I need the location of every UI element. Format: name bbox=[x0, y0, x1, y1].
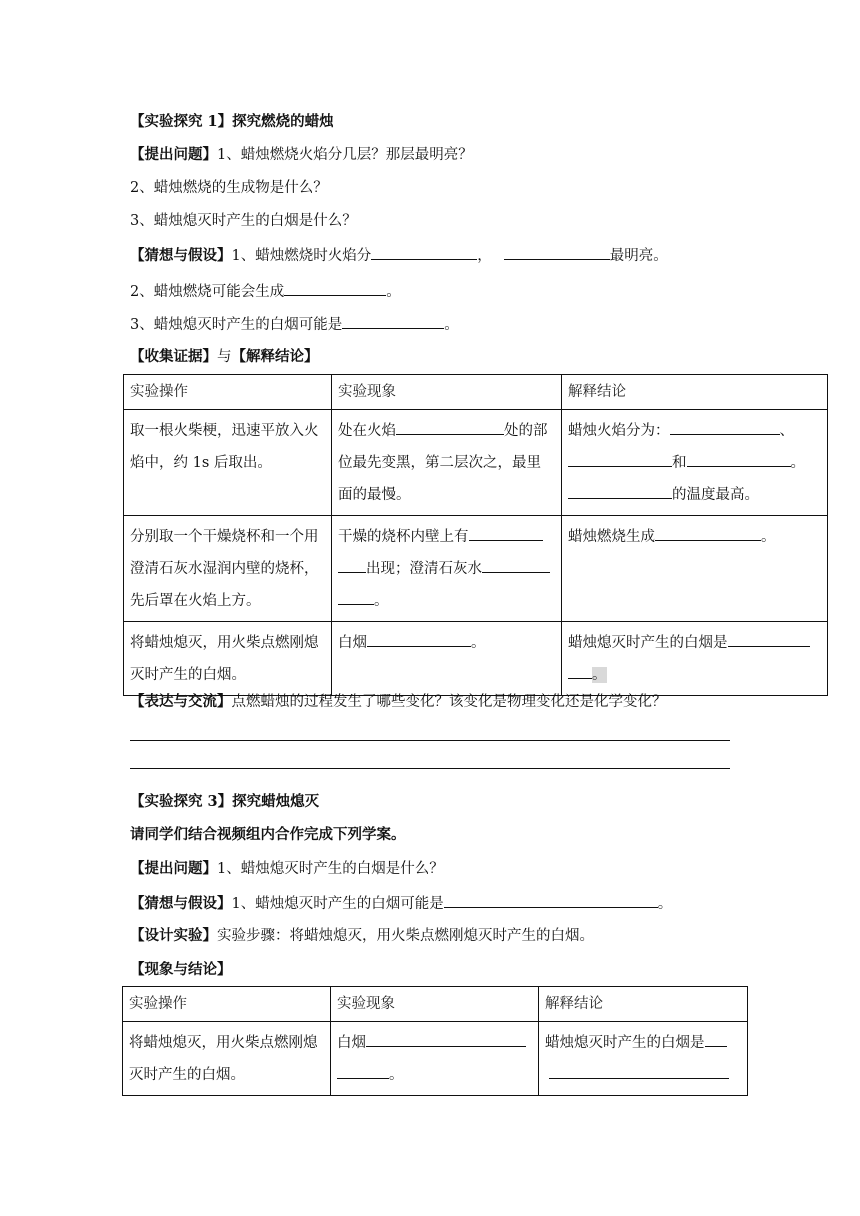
blank-flame-outer[interactable] bbox=[670, 420, 780, 435]
blank-smoke-identity-b[interactable] bbox=[568, 664, 592, 679]
row2-phenomenon bbox=[332, 516, 562, 622]
row3-cc-text-a: 蜡烛熄灭时产生的白烟是 bbox=[568, 635, 728, 651]
header-operation: 实验操作 bbox=[124, 375, 332, 410]
blank-white-smoke[interactable] bbox=[342, 314, 444, 329]
blank-s3-phenomenon-b[interactable] bbox=[337, 1064, 389, 1079]
row3-phenomenon bbox=[332, 622, 562, 696]
section1-guess-1 bbox=[130, 245, 668, 266]
blank-flame-middle-b[interactable] bbox=[598, 452, 672, 467]
guess-3-end: 。 bbox=[444, 317, 459, 333]
table-header-row bbox=[123, 987, 748, 1022]
blank-water-droplets-a[interactable] bbox=[469, 526, 543, 541]
blank-smoke-phenomenon[interactable] bbox=[367, 632, 471, 647]
collect-label: 【收集证据】 bbox=[130, 348, 217, 365]
explain-label: 【解释结论】 bbox=[231, 348, 319, 365]
section3-design bbox=[130, 926, 594, 946]
row2-operation: 分别取一个干燥烧杯和一个用澄清石灰水湿润内壁的烧杯，先后罩在火焰上方。 bbox=[124, 516, 332, 622]
header-operation: 实验操作 bbox=[123, 987, 331, 1022]
header-phenomenon: 实验现象 bbox=[332, 375, 562, 410]
guess-2-end: 。 bbox=[386, 284, 401, 300]
s3-row1-phenomenon bbox=[331, 1022, 539, 1096]
section1-table bbox=[123, 374, 828, 696]
s3-row1-cc-text-a: 蜡烛熄灭时产生的白烟是 bbox=[545, 1035, 705, 1051]
row2-ph-period: 。 bbox=[374, 593, 389, 609]
blank-limewater-b[interactable] bbox=[338, 590, 374, 605]
ask-question-2: 2、蜡烛燃烧的生成物是什么？ bbox=[130, 180, 328, 196]
row1-ph-text-b: 处的部位最先变黑，第二层次之，最里面的最慢。 bbox=[338, 423, 548, 503]
blank-row1-flame-part[interactable] bbox=[396, 420, 504, 435]
guess-3-text: 3、蜡烛熄灭时产生的白烟可能是 bbox=[130, 317, 343, 333]
guess-label: 【猜想与假设】 bbox=[130, 247, 232, 264]
section1-express bbox=[130, 692, 667, 712]
table-row bbox=[123, 1022, 748, 1096]
header-conclusion: 解释结论 bbox=[539, 987, 748, 1022]
section3-table bbox=[122, 986, 748, 1096]
blank-brightest-layer[interactable] bbox=[504, 245, 610, 260]
blank-flame-layers[interactable] bbox=[371, 245, 477, 260]
row1-operation: 取一根火柴梗，迅速平放入火焰中，约 1s 后取出。 bbox=[124, 410, 332, 516]
answer-line-2[interactable] bbox=[130, 768, 730, 769]
blank-hottest-a[interactable] bbox=[568, 484, 612, 499]
section1-guess-3 bbox=[130, 314, 459, 335]
section1-title: 【实验探究 1】探究燃烧的蜡烛 bbox=[130, 113, 334, 130]
row1-phenomenon bbox=[332, 410, 562, 516]
row1-cc-and: 和 bbox=[672, 455, 687, 471]
collect-explain-heading bbox=[130, 347, 319, 367]
express-label: 【表达与交流】 bbox=[130, 693, 232, 710]
guess-1-end: 最明亮。 bbox=[609, 248, 668, 264]
blank-s3-phenomenon-a[interactable] bbox=[366, 1032, 526, 1047]
section3-guess bbox=[130, 893, 672, 914]
row2-ph-text-b: 出现；澄清石灰水 bbox=[366, 561, 482, 577]
blank-combustion-products[interactable] bbox=[655, 526, 761, 541]
table-header-row bbox=[124, 375, 828, 410]
row3-conclusion bbox=[562, 622, 828, 696]
s3-row1-conclusion bbox=[539, 1022, 748, 1096]
answer-line-1[interactable] bbox=[130, 740, 730, 741]
header-conclusion: 解释结论 bbox=[562, 375, 828, 410]
row3-ph-text-a: 白烟 bbox=[338, 635, 367, 651]
ask-question-1: 1、蜡烛燃烧火焰分几层？那层最明亮？ bbox=[217, 147, 473, 163]
table-row bbox=[124, 410, 828, 516]
ask-question-1: 1、蜡烛熄灭时产生的白烟是什么？ bbox=[217, 861, 444, 877]
section1-ask bbox=[130, 145, 473, 165]
guess-1-text: 1、蜡烛熄灭时产生的白烟可能是 bbox=[231, 896, 444, 912]
row1-cc-text-e: 的温度最高。 bbox=[672, 487, 759, 503]
ask-label: 【提出问题】 bbox=[130, 146, 217, 163]
guess-1-end: 。 bbox=[657, 896, 673, 912]
row1-ph-text-a: 处在火焰 bbox=[338, 423, 396, 439]
s3-row1-ph-period: 。 bbox=[389, 1067, 404, 1083]
blank-s3-conclusion-a[interactable] bbox=[705, 1032, 727, 1047]
express-text: 点燃蜡烛的过程发生了哪些变化？该变化是物理变化还是化学变化？ bbox=[231, 694, 667, 710]
guess-1-text: 1、蜡烛燃烧时火焰分 bbox=[231, 248, 372, 264]
guess-2-text: 2、蜡烛燃烧可能会生成 bbox=[130, 284, 285, 300]
row3-ph-period: 。 bbox=[471, 635, 486, 651]
blank-s3-conclusion-b[interactable] bbox=[549, 1064, 729, 1079]
guess-1-comma: ， bbox=[477, 248, 492, 264]
row3-cc-period: 。 bbox=[592, 667, 607, 683]
row3-operation: 将蜡烛熄灭，用火柴点燃刚熄灭时产生的白烟。 bbox=[124, 622, 332, 696]
blank-limewater-a[interactable] bbox=[482, 558, 550, 573]
blank-water-droplets-b[interactable] bbox=[338, 558, 366, 573]
blank-smoke-identity-a[interactable] bbox=[728, 632, 810, 647]
row1-cc-period: 。 bbox=[790, 455, 805, 471]
row2-cc-period: 。 bbox=[761, 529, 776, 545]
row2-cc-text-a: 蜡烛燃烧生成 bbox=[568, 529, 655, 545]
table-row bbox=[124, 516, 828, 622]
header-phenomenon: 实验现象 bbox=[331, 987, 539, 1022]
section3-title: 【实验探究 3】探究蜡烛熄灭 bbox=[130, 793, 320, 810]
section3-ask bbox=[130, 859, 444, 879]
collect-connector: 与 bbox=[217, 349, 232, 365]
blank-flame-middle-a[interactable] bbox=[568, 452, 598, 467]
blank-hottest-b[interactable] bbox=[612, 484, 672, 499]
guess-label: 【猜想与假设】 bbox=[130, 895, 232, 912]
row2-conclusion bbox=[562, 516, 828, 622]
blank-flame-inner[interactable] bbox=[687, 452, 791, 467]
section3-result-heading: 【现象与结论】 bbox=[130, 961, 232, 978]
ask-label: 【提出问题】 bbox=[130, 860, 217, 877]
blank-products[interactable] bbox=[284, 281, 386, 296]
row1-cc-sep: 、 bbox=[779, 423, 794, 439]
row2-ph-text-a: 干燥的烧杯内壁上有 bbox=[338, 529, 469, 545]
ask-question-3: 3、蜡烛熄灭时产生的白烟是什么？ bbox=[130, 213, 357, 229]
blank-section3-smoke[interactable] bbox=[444, 893, 658, 908]
s3-row1-ph-text-a: 白烟 bbox=[337, 1035, 366, 1051]
design-label: 【设计实验】 bbox=[130, 927, 217, 944]
section3-instruction: 请同学们结合视频组内合作完成下列学案。 bbox=[130, 826, 406, 843]
table-row bbox=[124, 622, 828, 696]
row1-conclusion bbox=[562, 410, 828, 516]
s3-row1-operation: 将蜡烛熄灭，用火柴点燃刚熄灭时产生的白烟。 bbox=[123, 1022, 331, 1096]
design-text: 实验步骤：将蜡烛熄灭，用火柴点燃刚熄灭时产生的白烟。 bbox=[217, 928, 594, 944]
row1-cc-text-a: 蜡烛火焰分为： bbox=[568, 423, 670, 439]
section1-guess-2 bbox=[130, 281, 401, 302]
